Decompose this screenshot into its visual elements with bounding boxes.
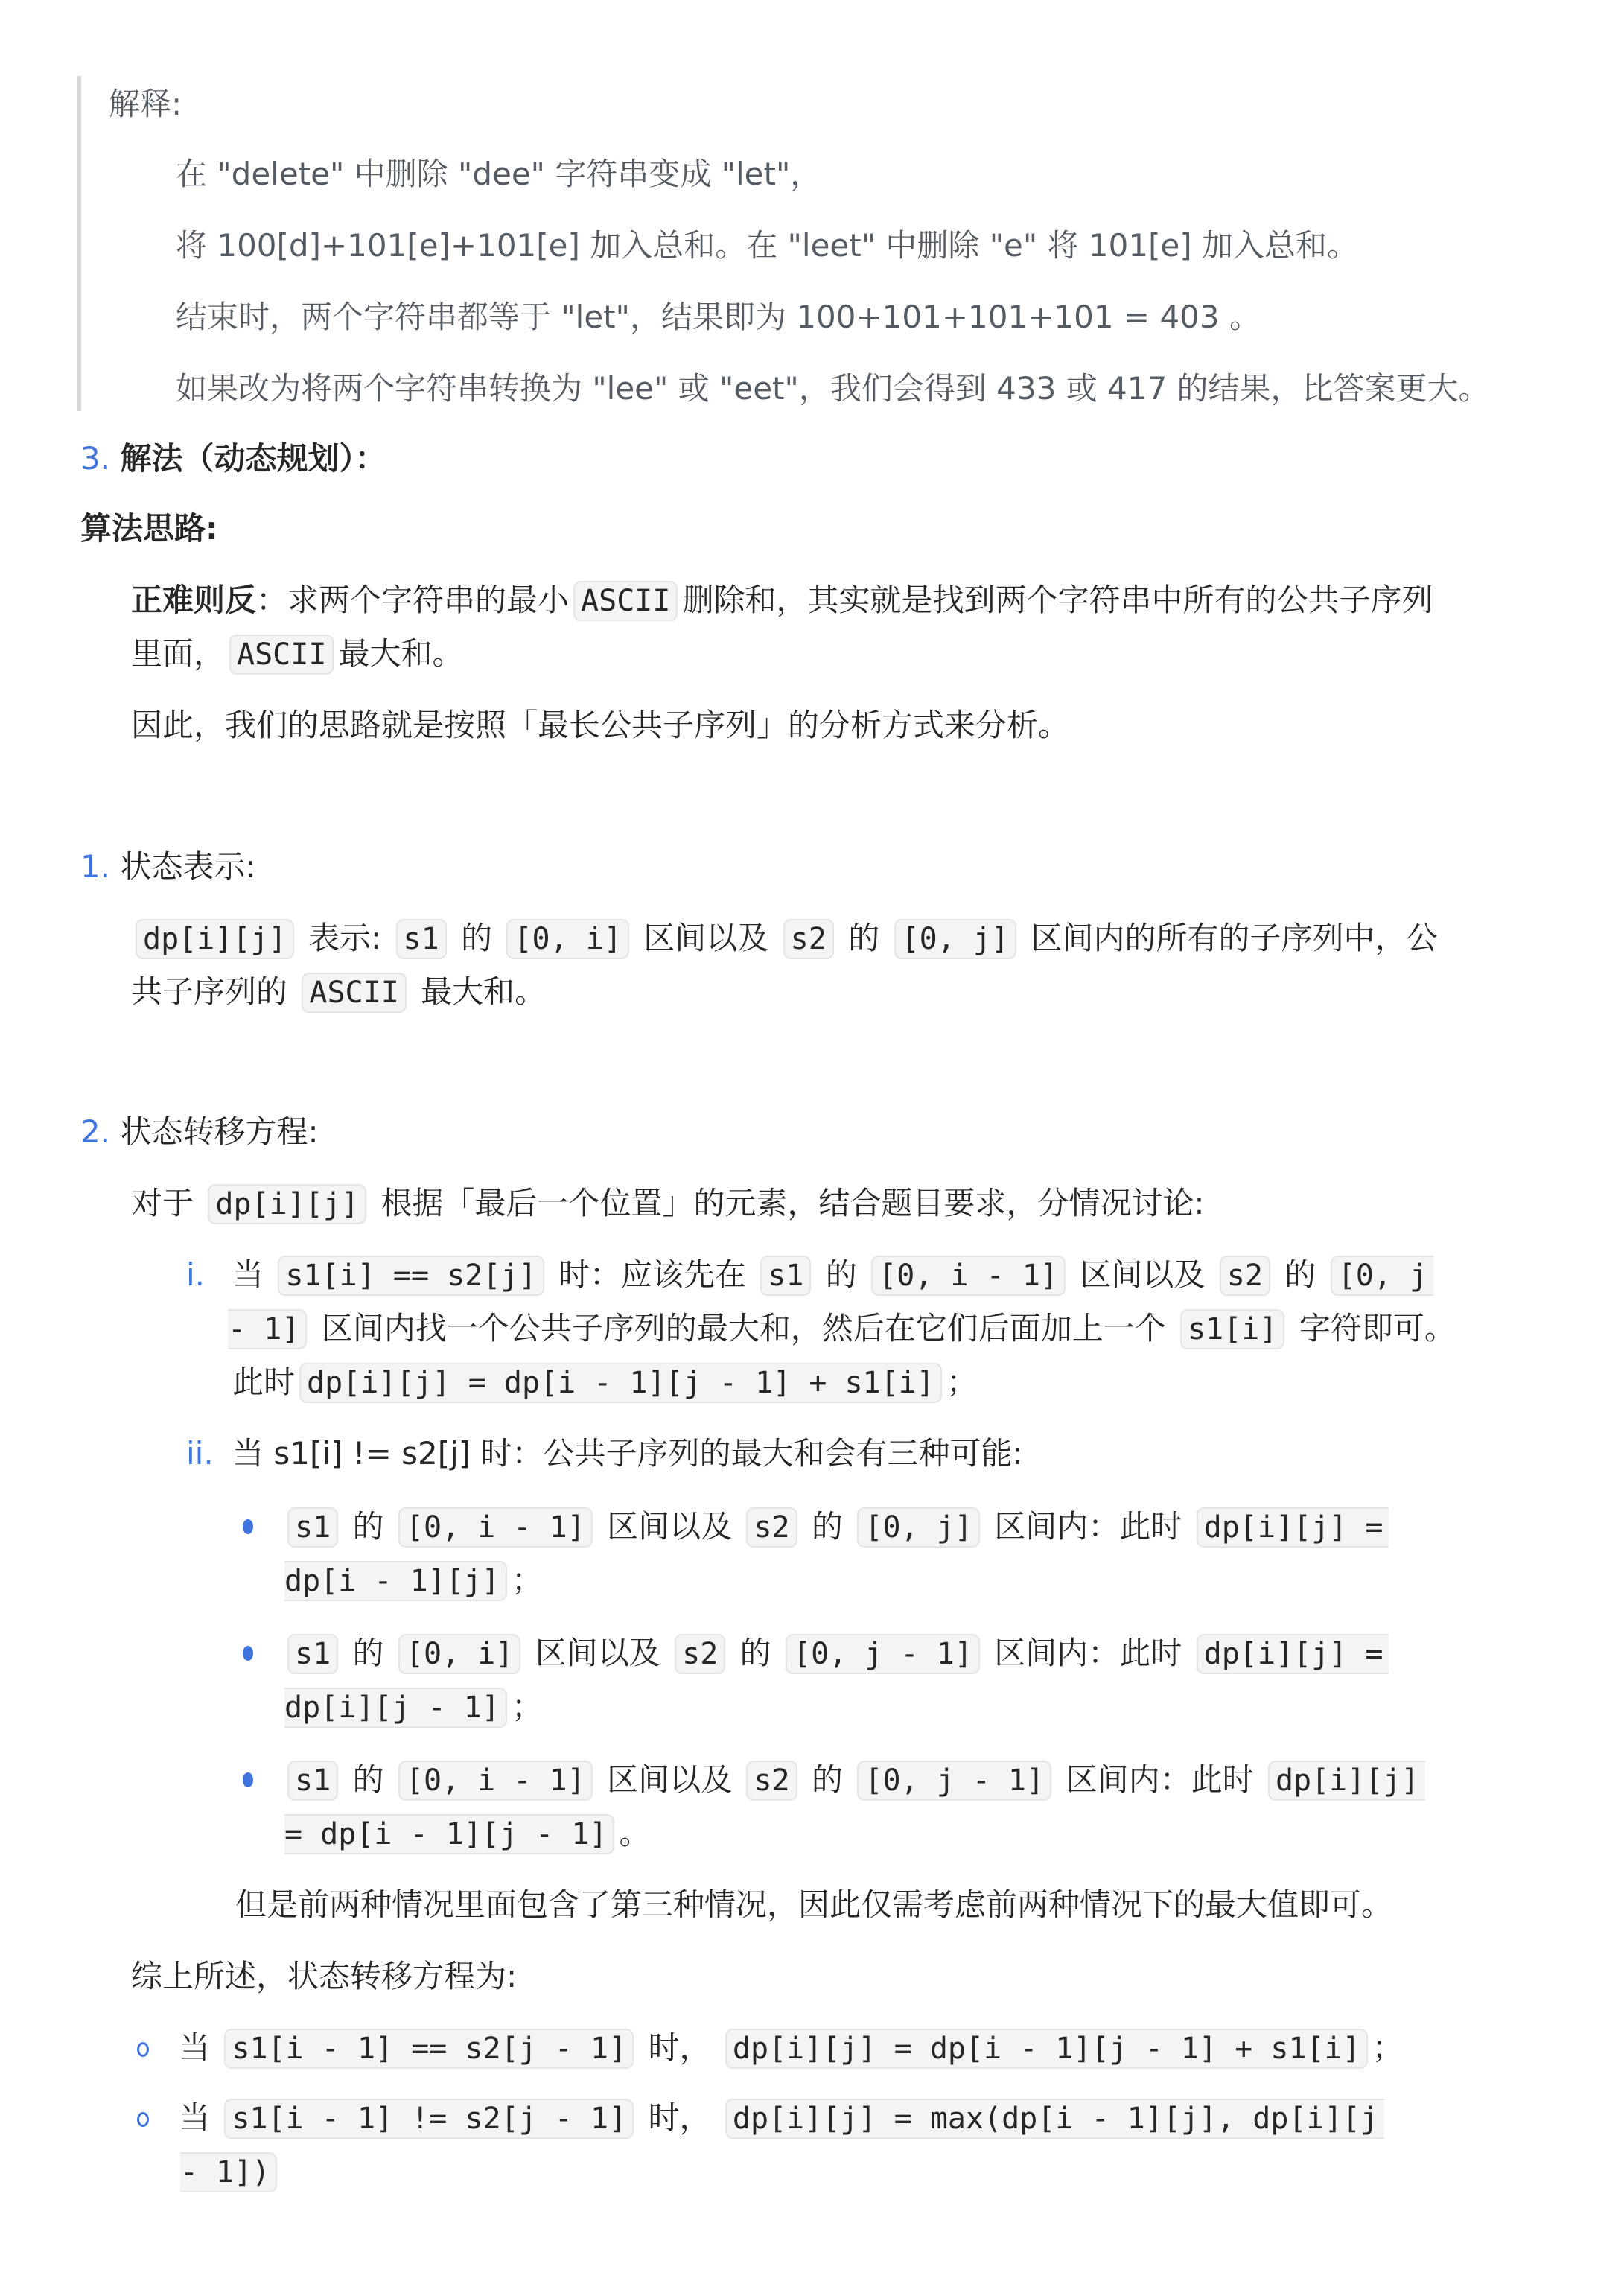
- inline-code: s1: [287, 1634, 338, 1674]
- inline-code: s1[i] == s2[j]: [278, 1256, 544, 1296]
- inline-code: dp[i][j] = max(dp[i - 1][j], dp[i][j: [725, 2099, 1384, 2139]
- text: 的: [461, 920, 493, 956]
- bullet-2-line-1: [283, 1626, 1389, 1681]
- inline-code: = dp[i - 1][j - 1]: [284, 1814, 614, 1854]
- blockquote-bar: [77, 76, 81, 411]
- bullet-dot-icon: [243, 1772, 253, 1790]
- text: 根据「最后一个位置」的元素，结合题目要求，分情况讨论:: [380, 1185, 1205, 1221]
- text: 的: [1284, 1256, 1316, 1293]
- text: 区间以及: [535, 1635, 660, 1671]
- inline-code: dp[i][j]: [208, 1184, 366, 1224]
- bullet-1-line-2: [284, 1554, 543, 1608]
- inline-code: [0, i]: [398, 1634, 521, 1674]
- bold-phrase: 正难则反: [131, 582, 257, 618]
- text: 区间内：此时: [1066, 1761, 1254, 1798]
- inline-code: s1: [760, 1256, 811, 1296]
- case-i-line-2: [228, 1302, 1456, 1356]
- state-title: 状态表示:: [120, 848, 256, 885]
- inline-code: [0, j]: [894, 919, 1017, 959]
- inline-code: s2: [746, 1507, 797, 1548]
- idea-heading: 算法思路:: [80, 510, 218, 547]
- case-i-line-1: [232, 1248, 1433, 1303]
- text: 字符即可。: [1299, 1310, 1456, 1346]
- summary-line-1: [179, 2021, 1404, 2076]
- inline-code: s2: [675, 1634, 725, 1674]
- inline-code: [0, i - 1]: [398, 1507, 593, 1548]
- inline-code: s2: [783, 919, 834, 959]
- text: ；: [946, 1364, 978, 1400]
- inline-code: s1: [396, 919, 447, 959]
- explanation-line-1: 在 "delete" 中删除 "dee" 字符串变成 "let"，: [176, 156, 822, 192]
- inline-code: [0, i - 1]: [871, 1256, 1066, 1296]
- bullet-dot-icon: [243, 1519, 253, 1537]
- text: 的: [739, 1635, 771, 1671]
- case-ii-marker: ii.: [186, 1435, 214, 1472]
- text: 区间以及: [1080, 1256, 1206, 1293]
- summary-line-2-cont: [180, 2145, 281, 2199]
- text: 表示:: [308, 920, 382, 956]
- circle-bullet-icon: [137, 2042, 149, 2060]
- inline-code: ASCII: [229, 635, 334, 675]
- text: 里面，: [131, 635, 226, 672]
- inline-code: dp[i][j] = dp[i - 1][j - 1] + s1[i]: [299, 1363, 942, 1403]
- text: 时：应该先在: [558, 1256, 746, 1293]
- text: 区间内：此时: [994, 1508, 1182, 1545]
- inline-code: s1: [287, 1761, 338, 1801]
- text: 当: [179, 2029, 211, 2066]
- inline-code: ASCII: [302, 973, 406, 1013]
- inline-code: [0, j - 1]: [786, 1634, 980, 1674]
- inline-code: [0, j]: [857, 1507, 980, 1548]
- state-line-2: [131, 965, 546, 1020]
- solution-heading: [80, 432, 386, 486]
- idea-paragraph-line-1: [131, 573, 1433, 628]
- list-number: 2.: [80, 1113, 111, 1150]
- text: 对于: [131, 1185, 194, 1221]
- list-number: 3.: [80, 440, 111, 477]
- text: 最大和。: [421, 973, 547, 1010]
- inline-code: [0, j - 1]: [857, 1761, 1051, 1801]
- text: 时，: [648, 2029, 711, 2066]
- text: 区间以及: [607, 1508, 733, 1545]
- text: 的: [812, 1508, 844, 1545]
- case-ii-note: 但是前两种情况里面包含了第三种情况，因此仅需考虑前两种情况下的最大值即可。: [235, 1886, 1393, 1923]
- inline-code: s1[i]: [1180, 1309, 1284, 1349]
- explanation-line-4: 如果改为将两个字符串转换为 "lee" 或 "eet"，我们会得到 433 或 417 的结果，比答案更大。: [176, 370, 1490, 407]
- text: 删除和，其实就是找到两个字符串中所有的公共子序列: [682, 582, 1433, 618]
- text: ；: [1372, 2029, 1404, 2066]
- inline-code: s1[i - 1] == s2[j - 1]: [224, 2029, 634, 2069]
- list-number: 1.: [80, 848, 111, 885]
- inline-code: s1[i - 1] != s2[j - 1]: [224, 2099, 634, 2139]
- summary-line-2: [179, 2091, 1384, 2146]
- inline-code: dp[i][j - 1]: [284, 1688, 507, 1728]
- inline-code: [0, i - 1]: [398, 1761, 593, 1801]
- explanation-label: 解释:: [109, 86, 182, 122]
- bullet-2-line-2: [284, 1680, 543, 1734]
- text: 的: [352, 1508, 384, 1545]
- text: 当: [232, 1256, 264, 1293]
- inline-code: - 1]: [228, 1309, 307, 1349]
- text: ；: [511, 1688, 543, 1725]
- text: 区间内找一个公共子序列的最大和，然后在它们后面加上一个: [321, 1310, 1166, 1346]
- text: 的: [352, 1761, 384, 1798]
- text: 区间以及: [643, 920, 769, 956]
- inline-code: dp[i - 1][j]: [284, 1561, 507, 1601]
- text: 的: [825, 1256, 857, 1293]
- inline-code: dp[i][j] =: [1197, 1507, 1389, 1548]
- circle-bullet-icon: [137, 2112, 149, 2130]
- inline-code: dp[i][j]: [136, 919, 294, 959]
- solution-title: 解法（动态规划）：: [120, 440, 386, 477]
- state-heading: [80, 840, 256, 894]
- text: 当: [179, 2099, 211, 2136]
- text: 共子序列的: [131, 973, 288, 1010]
- inline-code: dp[i][j] = dp[i - 1][j - 1] + s1[i]: [725, 2029, 1368, 2069]
- inline-code: s2: [746, 1761, 797, 1801]
- text: 此时: [232, 1364, 296, 1400]
- text: 的: [352, 1635, 384, 1671]
- text: 时，: [648, 2099, 711, 2136]
- bullet-3-line-2: [284, 1807, 651, 1861]
- text: 的: [812, 1761, 844, 1798]
- text: 最大和。: [338, 635, 464, 672]
- explanation-line-2: 将 100[d]+101[e]+101[e] 加入总和。在 "leet" 中删除 "e" 将 101[e] 加入总和。: [176, 227, 1359, 264]
- text: 区间内：此时: [994, 1635, 1182, 1671]
- idea-paragraph-line-2: [131, 627, 463, 681]
- transition-intro: [131, 1177, 1205, 1231]
- inline-code: [0, i]: [506, 919, 629, 959]
- bullet-1-line-1: [283, 1500, 1389, 1554]
- inline-code: s2: [1220, 1256, 1270, 1296]
- text: ；: [511, 1562, 543, 1598]
- state-line-1: [131, 912, 1437, 966]
- text: ：求两个字符串的最小: [256, 582, 570, 618]
- inline-code: ASCII: [573, 581, 678, 621]
- explanation-line-3: 结束时，两个字符串都等于 "let"，结果即为 100+101+101+101 = 403 。: [176, 299, 1261, 335]
- inline-code: s1: [287, 1507, 338, 1548]
- transition-title: 状态转移方程:: [120, 1113, 319, 1150]
- inline-code: dp[i][j]: [1268, 1761, 1425, 1801]
- idea-paragraph-2: 因此，我们的思路就是按照「最长公共子序列」的分析方式来分析。: [131, 707, 1070, 743]
- transition-heading: [80, 1105, 319, 1159]
- text: 区间以及: [607, 1761, 733, 1798]
- case-i-line-3: [232, 1355, 978, 1410]
- summary-heading: 综上所述，状态转移方程为:: [131, 1958, 518, 1994]
- inline-code: [0, j: [1331, 1256, 1433, 1296]
- inline-code: - 1]): [180, 2152, 277, 2192]
- bullet-dot-icon: [243, 1646, 253, 1664]
- inline-code: dp[i][j] =: [1197, 1634, 1389, 1674]
- bullet-3-line-1: [283, 1753, 1425, 1807]
- text: 。: [619, 1815, 651, 1851]
- case-i-marker: i.: [186, 1256, 206, 1293]
- text: 区间内的所有的子序列中，公: [1031, 920, 1438, 956]
- text: 的: [848, 920, 880, 956]
- case-ii-title: 当 s1[i] != s2[j] 时：公共子序列的最大和会有三种可能:: [232, 1435, 1023, 1472]
